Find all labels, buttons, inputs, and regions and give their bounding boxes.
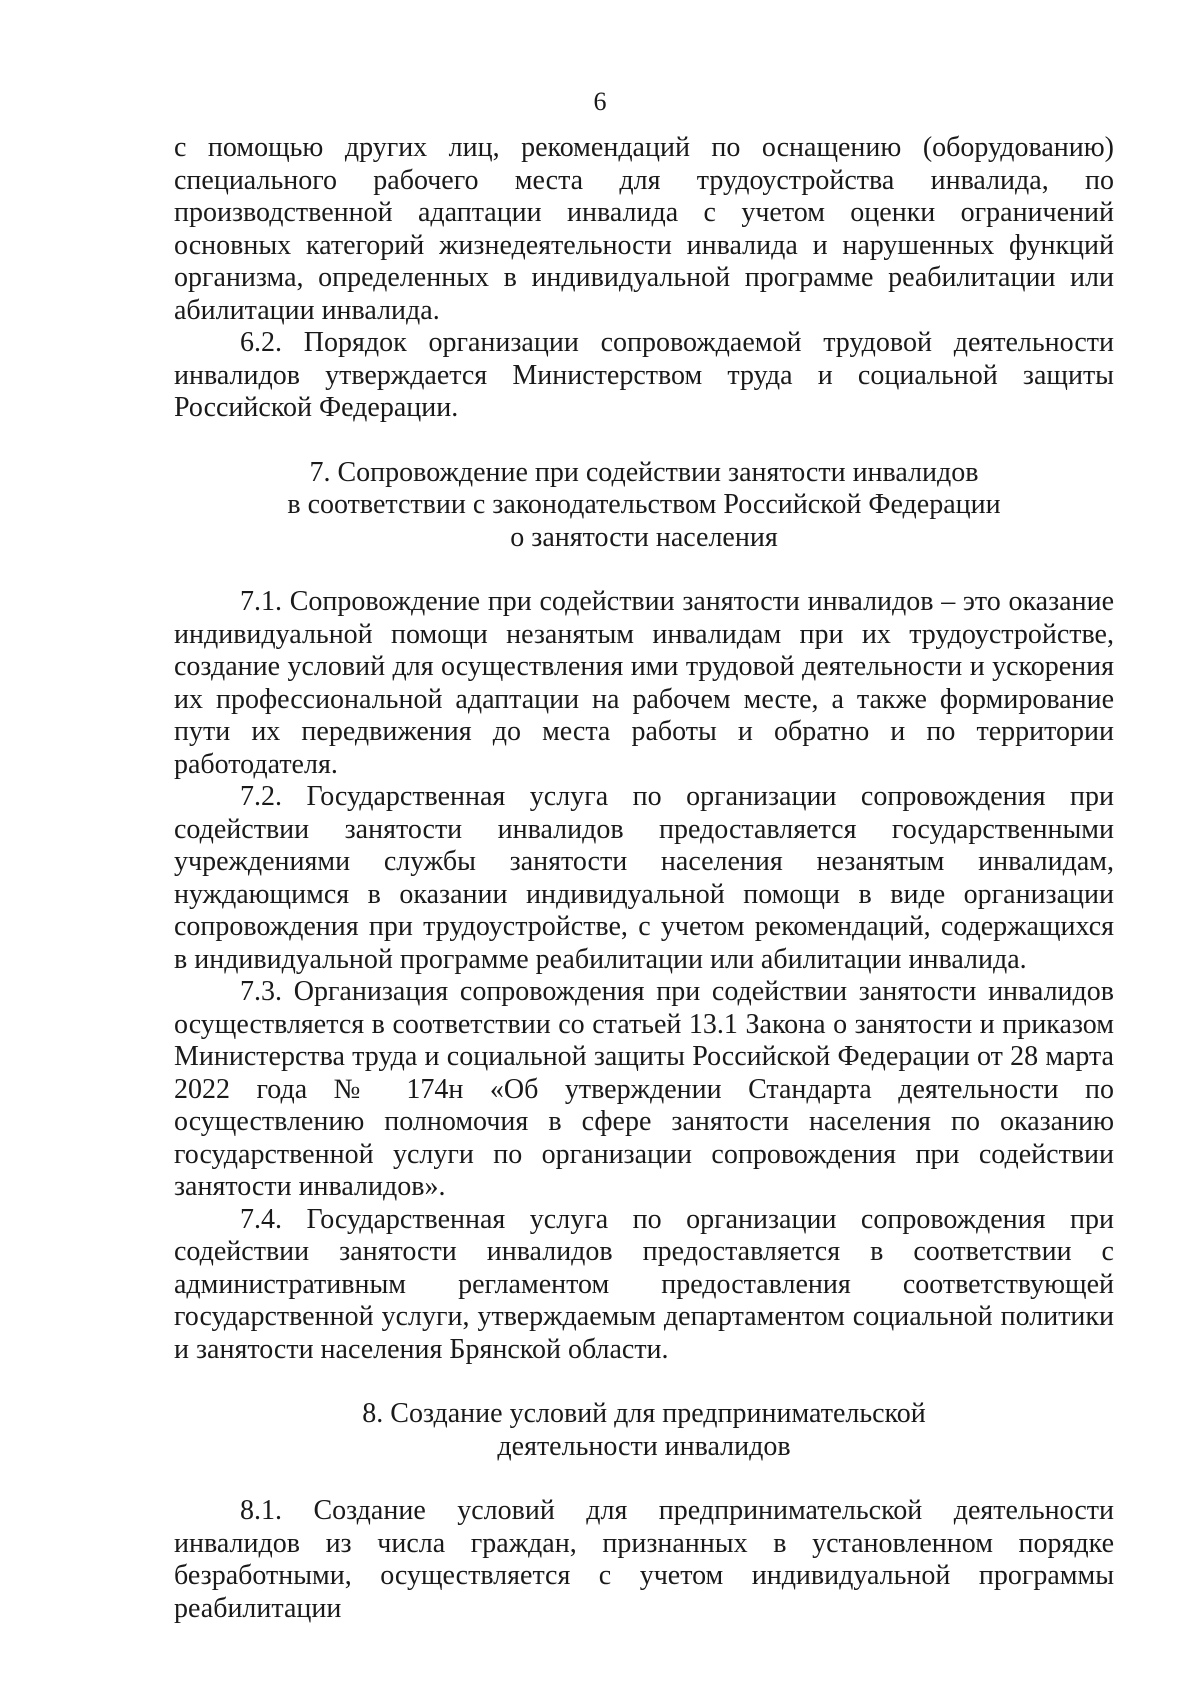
page-number: 6: [593, 87, 607, 116]
paragraph-7-3: 7.3. Организация сопровождения при содействии занятости инвалидов осуществляется в соответствии со статьей 13.1 Закона о занятости и приказом Министерства труда и социальной защиты Российской Федерации от 28 марта 2022 года № 174н «Об утверждении Стандарта деятельности по осуществлению полномочия в сфере занятости населения по оказанию государственной услуги по организации сопровождения при содействии занятости инвалидов».: [174, 976, 1114, 1202]
paragraph-6-2: 6.2. Порядок организации сопровождаемой трудовой деятельности инвалидов утверждается Министерством труда и социальной защиты Российской Федерации.: [174, 327, 1114, 423]
document-body: [174, 132, 1114, 1625]
paragraph-7-1: 7.1. Сопровождение при содействии занятости инвалидов – это оказание индивидуальной помощи незанятым инвалидам при их трудоустройстве, создание условий для осуществления ими трудовой деятельности и ускорения их профессиональной адаптации на рабочем месте, а также формирование пути их передвижения до места работы и обратно и по территории работодателя.: [174, 586, 1114, 780]
section-heading-line: о занятости населения: [510, 521, 778, 553]
section-heading-line: 7. Сопровождение при содействии занятости инвалидов: [309, 456, 979, 488]
paragraph-7-4: 7.4. Государственная услуга по организации сопровождения при содействии занятости инвалидов предоставляется в соответствии с административным регламентом предоставления соответствующей государственной услуги, утверждаемым департаментом социальной политики и занятости населения Брянской области.: [174, 1203, 1114, 1365]
section-heading-line: 8. Создание условий для предпринимательской: [362, 1398, 926, 1429]
paragraph-8-1: 8.1. Создание условий для предпринимательской деятельности инвалидов из числа граждан, признанных в установленном порядке безработными, осуществляется с учетом индивидуальной программы реабилитации: [174, 1495, 1114, 1624]
section-heading-7: [174, 425, 1114, 587]
section-heading-8: [174, 1366, 1114, 1495]
section-heading-line: в соответствии с законодательством Российской Федерации: [287, 489, 1001, 520]
paragraph-7-2: 7.2. Государственная услуга по организации сопровождения при содействии занятости инвалидов предоставляется государственными учреждениями службы занятости населения незанятым инвалидам, нуждающимся в оказании индивидуальной помощи в виде организации сопровождения при трудоустройстве, с учетом рекомендаций, содержащихся в индивидуальной программе реабилитации или абилитации инвалида.: [174, 781, 1114, 975]
section-heading-line: деятельности инвалидов: [497, 1430, 791, 1462]
paragraph-continuation: с помощью других лиц, рекомендаций по оснащению (оборудованию) специального рабочего места для трудоустройства инвалида, по производственной адаптации инвалида с учетом оценки ограничений основных категорий жизнедеятельности инвалида и нарушенных функций организма, определенных в индивидуальной программе реабилитации или абилитации инвалида.: [174, 132, 1114, 326]
